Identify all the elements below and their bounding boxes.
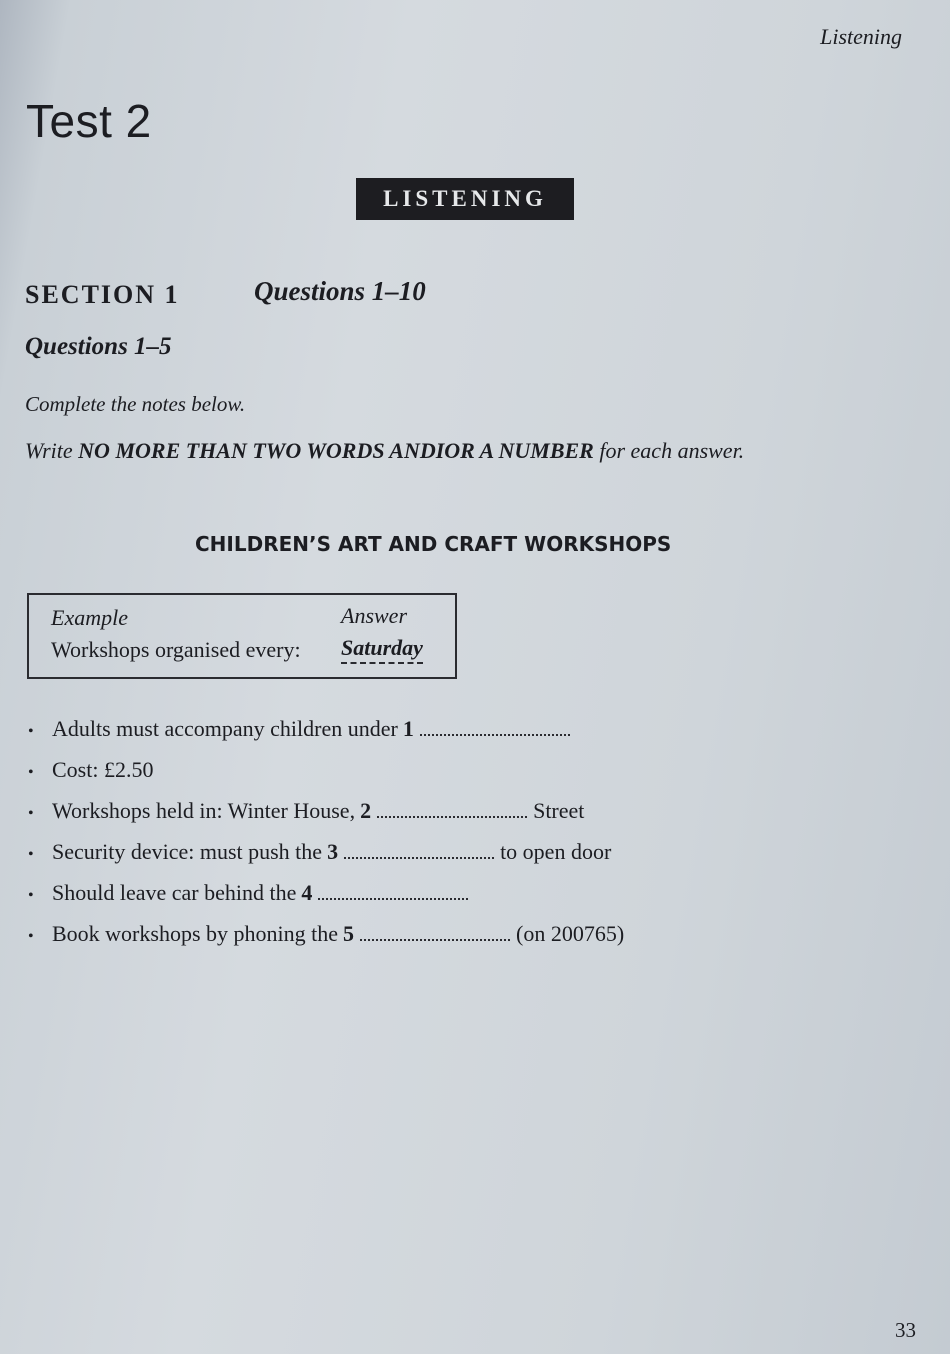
page-number: 33	[895, 1318, 916, 1342]
notes-list	[28, 716, 624, 962]
listening-band	[356, 178, 574, 220]
example-box	[27, 593, 457, 679]
list-item	[28, 757, 624, 798]
bullet-icon: •	[28, 723, 34, 740]
note-text-after: Street	[533, 798, 585, 823]
answer-gap[interactable]	[377, 802, 527, 818]
bullet-icon: •	[28, 928, 34, 945]
bullet-icon: •	[28, 764, 34, 781]
list-item	[28, 880, 624, 921]
instruction-limit: NO MORE THAN TWO WORDS ANDIOR A NUMBER	[78, 438, 594, 463]
section-label: SECTION 1	[25, 280, 180, 309]
listening-band-label: LISTENING	[383, 186, 547, 211]
question-number: 5	[343, 921, 354, 946]
section-questions: Questions 1–10	[254, 276, 426, 306]
instruction-suffix: for each answer.	[593, 438, 745, 463]
list-item	[28, 716, 624, 757]
bullet-icon: •	[28, 887, 34, 904]
question-number: 3	[327, 839, 339, 864]
instruction-word-limit	[25, 438, 744, 464]
note-text: Should leave car behind the	[52, 880, 297, 905]
note-text: Book workshops by phoning the	[52, 921, 338, 946]
answer-gap[interactable]	[318, 884, 468, 900]
note-text: Adults must accompany children under	[52, 716, 398, 741]
answer-gap[interactable]	[420, 720, 570, 736]
running-head: Listening	[820, 24, 902, 49]
note-text: Security device: must push the	[52, 839, 323, 864]
list-item	[28, 798, 624, 839]
example-text: Workshops organised every:	[51, 637, 301, 662]
instruction-prefix: Write	[25, 438, 79, 463]
answer-gap[interactable]	[344, 843, 494, 859]
answer-gap[interactable]	[360, 925, 510, 941]
sub-questions-heading: Questions 1–5	[25, 333, 172, 360]
instruction-complete-notes: Complete the notes below.	[25, 392, 246, 416]
notes-title: CHILDREN’S ART AND CRAFT WORKSHOPS	[195, 532, 672, 556]
list-item	[28, 839, 624, 880]
question-number: 1	[402, 716, 414, 741]
test-title: Test 2	[26, 95, 152, 147]
note-text: Cost: £2.50	[52, 757, 154, 782]
bullet-icon: •	[28, 846, 34, 863]
example-answer: Saturday	[341, 635, 423, 664]
question-number: 4	[301, 880, 313, 905]
bullet-icon: •	[28, 805, 34, 822]
answer-label: Answer	[341, 603, 407, 628]
note-text: Workshops held in: Winter House,	[52, 798, 356, 823]
list-item	[28, 921, 624, 962]
note-text-after: (on 200765)	[516, 921, 625, 946]
question-number: 2	[360, 798, 372, 823]
example-label: Example	[51, 605, 128, 630]
note-text-after: to open door	[500, 839, 612, 864]
